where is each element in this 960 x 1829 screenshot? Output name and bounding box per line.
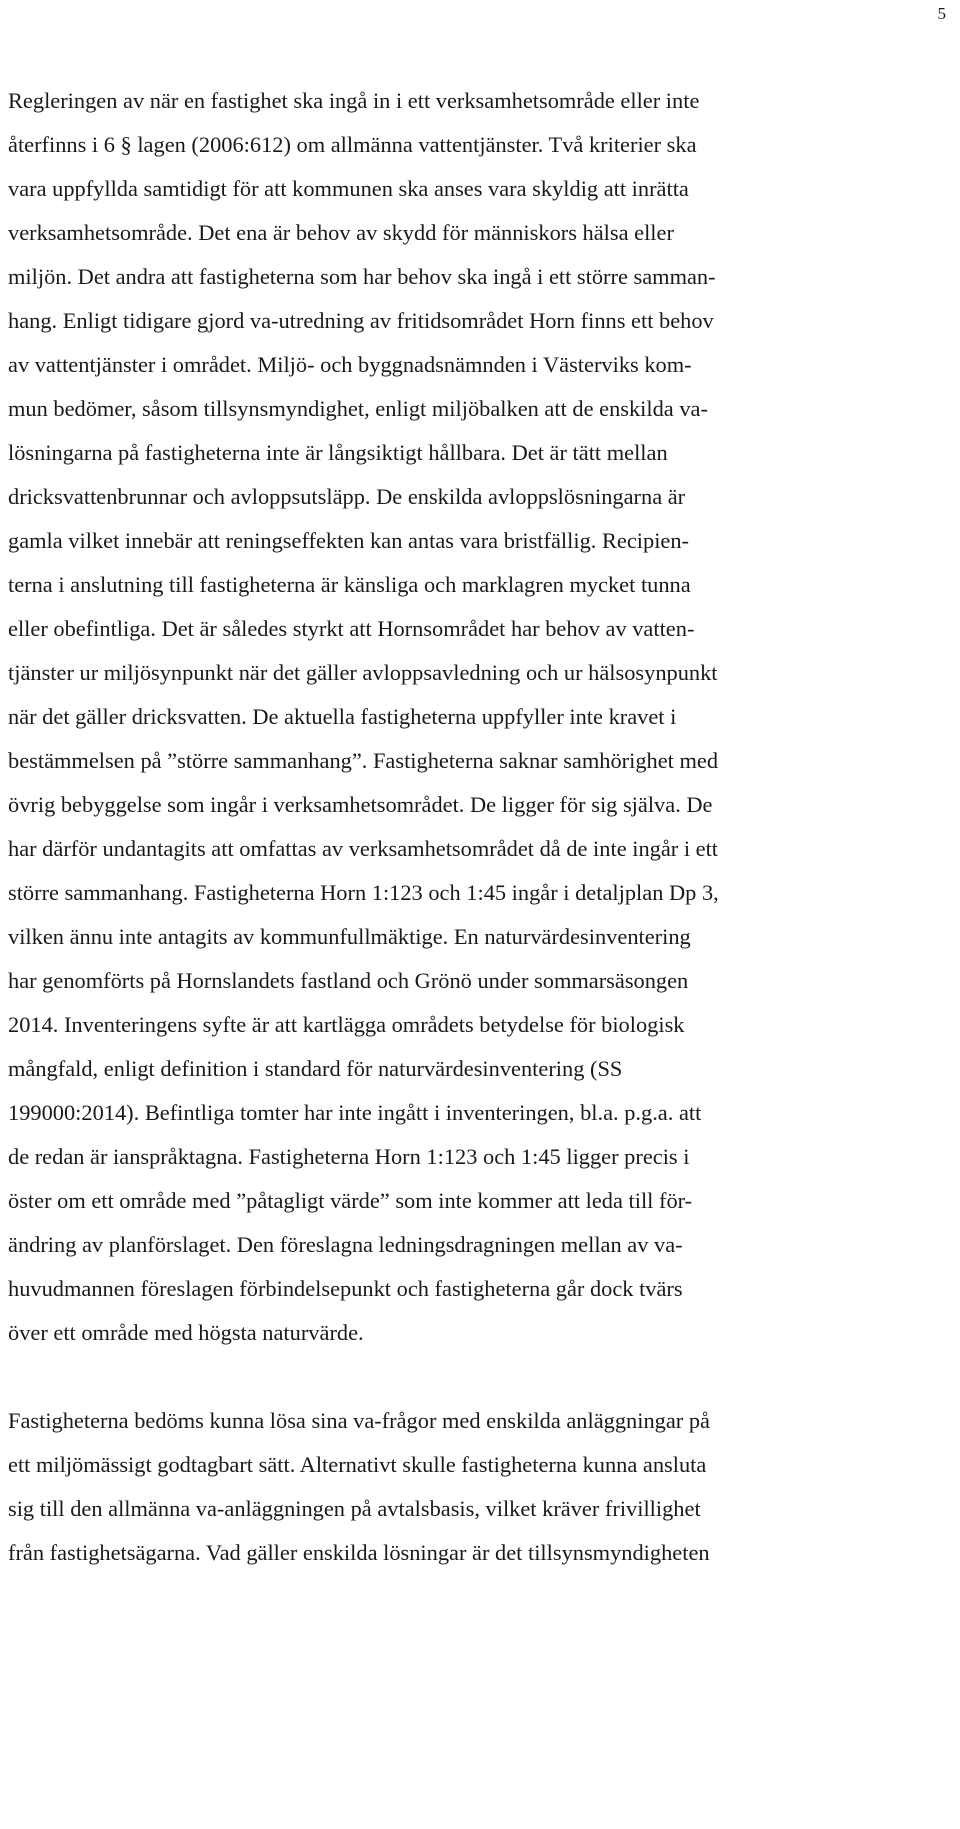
- text-line: mångfald, enligt definition i standard för naturvärdesinventering (SS: [8, 1056, 623, 1081]
- text-line: över ett område med högsta naturvärde.: [8, 1320, 364, 1345]
- text-line: lösningarna på fastigheterna inte är långsiktigt hållbara. Det är tätt mellan: [8, 440, 668, 465]
- text-line: Regleringen av när en fastighet ska ingå in i ett verksamhetsområde eller inte: [8, 88, 700, 113]
- text-line: terna i anslutning till fastigheterna är känsliga och marklagren mycket tunna: [8, 572, 691, 597]
- text-line: de redan är ianspråktagna. Fastigheterna Horn 1:123 och 1:45 ligger precis i: [8, 1144, 690, 1169]
- text-line: Fastigheterna bedöms kunna lösa sina va-frågor med enskilda anläggningar på: [8, 1408, 710, 1433]
- text-line: vara uppfyllda samtidigt för att kommunen ska anses vara skyldig att inrätta: [8, 176, 689, 201]
- text-line: vilken ännu inte antagits av kommunfullmäktige. En naturvärdesinventering: [8, 924, 691, 949]
- text-line: större sammanhang. Fastigheterna Horn 1:123 och 1:45 ingår i detaljplan Dp 3,: [8, 880, 719, 905]
- paragraph-1: [8, 79, 948, 1355]
- paragraph-spacer: [8, 1355, 948, 1399]
- text-line: dricksvattenbrunnar och avloppsutsläpp. De enskilda avloppslösningarna är: [8, 484, 686, 509]
- text-line: övrig bebyggelse som ingår i verksamhetsområdet. De ligger för sig själva. De: [8, 792, 713, 817]
- text-line: ändring av planförslaget. Den föreslagna ledningsdragningen mellan av va-: [8, 1232, 683, 1257]
- text-line: ett miljömässigt godtagbart sätt. Alternativt skulle fastigheterna kunna ansluta: [8, 1452, 707, 1477]
- text-line: bestämmelsen på ”större sammanhang”. Fastigheterna saknar samhörighet med: [8, 748, 719, 773]
- text-line: från fastighetsägarna. Vad gäller enskilda lösningar är det tillsynsmyndigheten: [8, 1540, 710, 1565]
- page-number: 5: [937, 4, 946, 23]
- text-line: hang. Enligt tidigare gjord va-utredning av fritidsområdet Horn finns ett behov: [8, 308, 714, 333]
- text-line: av vattentjänster i området. Miljö- och byggnadsnämnden i Västerviks kom-: [8, 352, 692, 377]
- text-line: mun bedömer, såsom tillsynsmyndighet, enligt miljöbalken att de enskilda va-: [8, 396, 708, 421]
- text-line: miljön. Det andra att fastigheterna som har behov ska ingå i ett större samman-: [8, 264, 716, 289]
- text-line: har genomförts på Hornslandets fastland och Grönö under sommarsäsongen: [8, 968, 689, 993]
- text-line: tjänster ur miljösynpunkt när det gäller avloppsavledning och ur hälsosynpunkt: [8, 660, 718, 685]
- text-line: 2014. Inventeringens syfte är att kartlägga områdets betydelse för biologisk: [8, 1012, 685, 1037]
- text-line: öster om ett område med ”påtagligt värde” som inte kommer att leda till för-: [8, 1188, 693, 1213]
- paragraph-2: [8, 1399, 948, 1575]
- text-line: sig till den allmänna va-anläggningen på avtalsbasis, vilket kräver frivillighet: [8, 1496, 701, 1521]
- text-line: när det gäller dricksvatten. De aktuella fastigheterna uppfyller inte kravet i: [8, 704, 677, 729]
- document-body: [8, 79, 948, 1575]
- text-line: 199000:2014). Befintliga tomter har inte ingått i inventeringen, bl.a. p.g.a. att: [8, 1100, 702, 1125]
- text-line: har därför undantagits att omfattas av verksamhetsområdet då de inte ingår i ett: [8, 836, 719, 861]
- text-line: eller obefintliga. Det är således styrkt att Hornsområdet har behov av vatten-: [8, 616, 695, 641]
- text-line: huvudmannen föreslagen förbindelsepunkt och fastigheterna går dock tvärs: [8, 1276, 683, 1301]
- text-line: gamla vilket innebär att reningseffekten kan antas vara bristfällig. Recipien-: [8, 528, 690, 553]
- text-line: verksamhetsområde. Det ena är behov av skydd för människors hälsa eller: [8, 220, 674, 245]
- text-line: återfinns i 6 § lagen (2006:612) om allmänna vattentjänster. Två kriterier ska: [8, 132, 697, 157]
